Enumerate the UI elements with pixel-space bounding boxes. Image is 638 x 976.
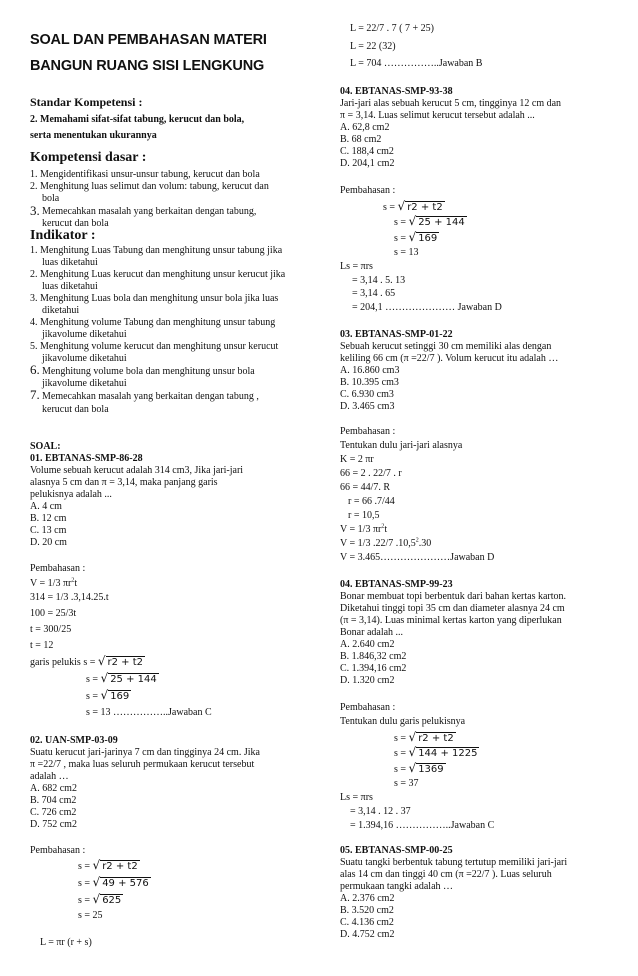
indikator-item-1-cont: luas diketahui [42, 257, 98, 268]
q5-text-4: Bonar adalah ... [340, 627, 404, 638]
q2-title: 02. UAN-SMP-03-09 [30, 735, 118, 746]
indikator-item-2-cont: luas diketahui [42, 281, 98, 292]
q3-answer: = 204,1 ………………… Jawaban D [352, 302, 502, 313]
kompetensi-item-1: 1. Mengidentifikasi unsur-unsur tabung, kerucut dan bola [30, 169, 260, 180]
indikator-item-6-num: 6. [30, 362, 40, 377]
kompetensi-item-2: 2. Menghitung luas selimut dan volum: tabung, kerucut dan [30, 181, 269, 192]
q4-step-5: r = 66 .7/44 [348, 496, 395, 507]
q4-step-4: 66 = 44/7. R [340, 482, 391, 493]
q5-step-4: s = √ 1369 [394, 761, 444, 775]
q5-option-c: C. 1.394,16 cm2 [340, 663, 407, 674]
kompetensi-item-2-cont: bola [42, 193, 60, 204]
q2-option-d: D. 752 cm2 [30, 819, 77, 830]
q4-option-d: D. 3.465 cm3 [340, 401, 395, 412]
q2-text-3: adalah … [30, 771, 69, 782]
q1-pembahasan-label: Pembahasan : [30, 563, 86, 574]
indikator-item-6: Menghitung volume bola dan menghitung unsur bola [42, 366, 255, 377]
q4-step-6: r = 10,5 [348, 510, 380, 521]
q5-step-3: s = √ 144 + 1225 [394, 745, 478, 759]
q5-text-1: Bonar membuat topi berbentuk dari bahan kertas karton. [340, 591, 567, 602]
q5-step-7: = 3,14 . 12 . 37 [350, 806, 411, 817]
q4-text-2: keliling 66 cm (π =22/7 ). Volum kerucut itu adalah … [340, 353, 559, 364]
q3-option-c: C. 188,4 cm2 [340, 146, 394, 157]
indikator-item-4-cont: jikavolume diketahui [42, 329, 127, 340]
q4-step-1: Tentukan dulu jari-jari alasnya [340, 440, 463, 451]
q4-step-2: K = 2 πr [340, 454, 374, 465]
q1-step-7: s = √ 25 + 144 [86, 671, 157, 685]
q5-step-2: s = √ r2 + t2 [394, 730, 454, 744]
q1-text-2: alasnya 5 cm dan π = 3,14, maka panjang garis [30, 477, 218, 488]
q5-text-3: (π = 3,14). Luas minimal kertas karton yang diperlukan [340, 615, 562, 626]
kompetensi-item-3: Memecahkan masalah yang berkaitan dengan tabung, [42, 206, 257, 217]
q1-text-1: Volume sebuah kerucut adalah 314 cm3, Jika jari-jari [30, 465, 244, 476]
q1-step-1: V = 1/3 $\pi r^2t$ [30, 577, 78, 589]
q1-answer: s = 13 ……………..Jawaban C [86, 707, 212, 718]
q5-text-2: Diketahui tinggi topi 35 cm dan diameter alasnya 24 cm [340, 603, 565, 614]
q1-step-5: t = 12 [30, 640, 54, 651]
q1-step-6: garis pelukis s = √ r2 + t2 [30, 654, 144, 668]
q3-step-4: s = 13 [394, 247, 419, 258]
indikator-item-1: 1. Menghitung Luas Tabung dan menghitung unsur tabung jika [30, 245, 283, 256]
q5-option-a: A. 2.640 cm2 [340, 639, 395, 650]
q3-title: 04. EBTANAS-SMP-93-38 [340, 86, 453, 97]
q3-pembahasan-label: Pembahasan : [340, 185, 396, 196]
q3-text-1: Jari-jari alas sebuah kerucut 5 cm, tingginya 12 cm dan [340, 98, 562, 109]
indikator-item-7-cont: kerucut dan bola [42, 404, 109, 415]
q4-title: 03. EBTANAS-SMP-01-22 [340, 329, 453, 340]
q5-option-d: D. 1.320 cm2 [340, 675, 395, 686]
q2-option-c: C. 726 cm2 [30, 807, 77, 818]
q1-step-2: 314 = 1/3 .3,14.25.t [30, 592, 109, 603]
q1-option-a: A. 4 cm [30, 501, 62, 512]
soal-heading: SOAL: [30, 441, 61, 452]
q3-step-6: = 3,14 . 5. 13 [352, 275, 406, 286]
q4-step-8: V = 1/3 .22/7 .10,5$^2$.30 [340, 537, 432, 549]
q4-option-a: A. 16.860 cm3 [340, 365, 400, 376]
q2-text-1: Suatu kerucut jari-jarinya 7 cm dan tingginya 24 cm. Jika [30, 747, 260, 758]
indikator-item-2: 2. Menghitung Luas kerucut dan menghitung unsur kerucut jika [30, 269, 286, 280]
q2-step-5: L = πr (r + s) [40, 937, 92, 948]
q6-title: 05. EBTANAS-SMP-00-25 [340, 845, 453, 856]
q2-step-3: s = √ 625 [78, 892, 122, 906]
q1-title: 01. EBTANAS-SMP-86-28 [30, 453, 143, 464]
q5-step-5: s = 37 [394, 778, 419, 789]
indikator-item-5: 5. Menghitung volume kerucut dan menghitung unsur kerucut [30, 341, 279, 352]
indikator-item-6-cont: jikavolume diketahui [42, 378, 127, 389]
q3-step-2: s = √ 25 + 144 [394, 214, 465, 228]
indikator-heading: Indikator : [30, 228, 96, 243]
q4-step-3: 66 = 2 . 22/7 . r [340, 468, 402, 479]
q6-option-c: C. 4.136 cm2 [340, 917, 394, 928]
q3-text-2: π = 3,14. Luas selimut kerucut tersebut adalah ... [340, 110, 535, 121]
q2-step-4: s = 25 [78, 910, 103, 921]
q2-step-6: L = 22/7 . 7 ( 7 + 25) [350, 23, 434, 34]
q5-option-b: B. 1.846,32 cm2 [340, 651, 407, 662]
indikator-item-5-cont: jikavolume diketahui [42, 353, 127, 364]
q5-answer: = 1.394,16 ……………..Jawaban C [350, 820, 495, 831]
q2-option-a: A. 682 cm2 [30, 783, 77, 794]
q3-step-5: Ls = πrs [340, 261, 373, 272]
indikator-item-3: 3. Menghitung Luas bola dan menghitung unsur bola jika luas [30, 293, 279, 304]
standar-heading: Standar Kompetensi : [30, 95, 143, 109]
kompetensi-heading: Kompetensi dasar : [30, 150, 147, 165]
q2-answer: L = 704 ……………..Jawaban B [350, 58, 483, 69]
q6-text-3: permukaan tangki adalah … [340, 881, 454, 892]
q2-pembahasan-label: Pembahasan : [30, 845, 86, 856]
indikator-item-3-cont: diketahui [42, 305, 80, 316]
q4-option-c: C. 6.930 cm3 [340, 389, 394, 400]
q5-title: 04. EBTANAS-SMP-99-23 [340, 579, 453, 590]
q3-option-d: D. 204,1 cm2 [340, 158, 395, 169]
q4-pembahasan-label: Pembahasan : [340, 426, 396, 437]
standar-line1: 2. Memahami sifat-sifat tabung, kerucut dan bola, [30, 114, 245, 125]
q4-answer: V = 3.465…………………Jawaban D [340, 552, 495, 563]
q2-step-2: s = √ 49 + 576 [78, 875, 149, 889]
doc-title-line1: SOAL DAN PEMBAHASAN MATERI [30, 32, 267, 48]
q6-option-d: D. 4.752 cm2 [340, 929, 395, 940]
q6-text-2: alas 14 cm dan tinggi 40 cm (π =22/7 ). Luas seluruh [340, 869, 552, 880]
q6-option-a: A. 2.376 cm2 [340, 893, 395, 904]
q5-step-6: Ls = πrs [340, 792, 373, 803]
q1-text-3: pelukisnya adalah ... [30, 489, 112, 500]
q1-step-8: s = √ 169 [86, 688, 130, 702]
q1-step-4: t = 300/25 [30, 624, 72, 635]
indikator-item-7-num: 7. [30, 387, 40, 402]
q6-text-1: Suatu tangki berbentuk tabung tertutup memiliki jari-jari [340, 857, 568, 868]
kompetensi-item-3-num: 3. [30, 203, 40, 218]
q3-step-1: s = √ r2 + t2 [383, 199, 443, 213]
indikator-item-4: 4. Menghitung volume Tabung dan menghitung unsur tabung [30, 317, 276, 328]
kompetensi-item-3-cont: kerucut dan bola [42, 218, 109, 229]
q1-step-3: 100 = 25/3t [30, 608, 77, 619]
q3-step-3: s = √ 169 [394, 230, 438, 244]
q3-option-b: B. 68 cm2 [340, 134, 382, 145]
q2-text-2: π =22/7 , maka luas seluruh permukaan kerucut tersebut [30, 759, 255, 770]
q1-option-d: D. 20 cm [30, 537, 67, 548]
indikator-item-7: Memecahkan masalah yang berkaitan dengan tabung , [42, 391, 259, 402]
q4-step-7: V = 1/3 $\pi r^2t$ [340, 523, 388, 535]
q3-step-7: = 3,14 . 65 [352, 288, 396, 299]
q5-pembahasan-label: Pembahasan : [340, 702, 396, 713]
q1-option-c: C. 13 cm [30, 525, 67, 536]
q4-option-b: B. 10.395 cm3 [340, 377, 399, 388]
q2-step-7: L = 22 (32) [350, 41, 396, 52]
q2-option-b: B. 704 cm2 [30, 795, 77, 806]
q2-step-1: s = √ r2 + t2 [78, 858, 138, 872]
q5-step-1: Tentukan dulu garis pelukisnya [340, 716, 466, 727]
q6-option-b: B. 3.520 cm2 [340, 905, 394, 916]
doc-title-line2: BANGUN RUANG SISI LENGKUNG [30, 58, 265, 74]
q1-option-b: B. 12 cm [30, 513, 67, 524]
q3-option-a: A. 62,8 cm2 [340, 122, 390, 133]
q4-text-1: Sebuah kerucut setinggi 30 cm memiliki alas dengan [340, 341, 552, 352]
standar-line2: serta menentukan ukurannya [30, 130, 157, 141]
